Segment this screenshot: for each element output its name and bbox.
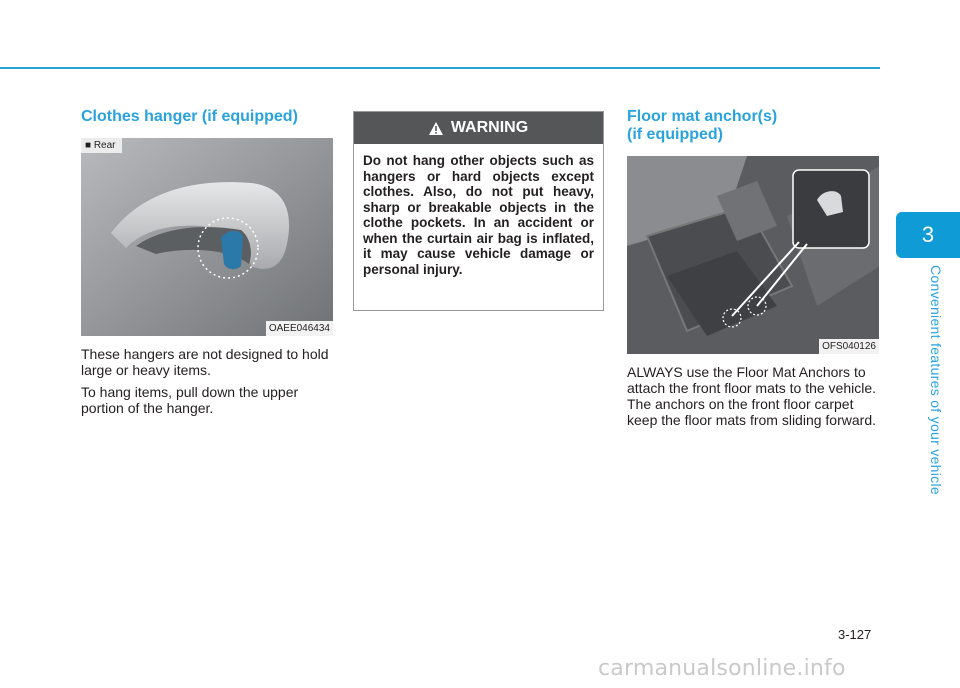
warning-icon: [429, 122, 443, 135]
floor-mat-section: [627, 108, 880, 434]
header-rule: [0, 67, 880, 69]
chapter-title: Convenient features of your vehicle: [928, 265, 944, 495]
warning-header: [354, 112, 603, 144]
chapter-number: 3: [921, 222, 935, 247]
warning-box: [353, 111, 604, 311]
clothes-hanger-illustration: [81, 138, 333, 336]
watermark: carmanualsonline.info: [598, 656, 846, 681]
paragraph: ALWAYS use the Floor Mat Anchors to attach the front floor mats to the vehicle. The anchors on the front floor carpet keep the floor mats from sliding forward.: [627, 364, 877, 428]
floor-mat-illustration: [627, 156, 879, 354]
page-number: 3-127: [838, 627, 872, 642]
rear-tag: ■ Rear: [81, 138, 122, 153]
paragraph: These hangers are not designed to hold large or heavy items.: [81, 346, 329, 378]
clothes-hanger-heading: Clothes hanger (if equipped): [81, 108, 298, 125]
floor-mat-heading-line1: Floor mat anchor(s): [627, 108, 778, 125]
floor-mat-body: [627, 364, 880, 428]
clothes-hanger-body: [81, 346, 333, 416]
floor-mat-heading: [627, 108, 880, 144]
chapter-tab[interactable]: [896, 212, 960, 258]
warning-text: Do not hang other objects such as hangers or hard objects except clothes. Also, do not put heavy, sharp or breakable objects in the clothe pockets. In an accident or when the curtain air bag is inflated, it may cause vehicle damage or personal injury.: [363, 153, 594, 277]
clothes-hanger-section: [81, 108, 333, 422]
warning-title: WARNING: [450, 119, 529, 136]
floor-mat-heading-line2: (if equipped): [627, 126, 723, 143]
clothes-hanger-photo: [81, 138, 333, 336]
paragraph: To hang items, pull down the upper portion of the hanger.: [81, 384, 299, 416]
image-code: OFS040126: [819, 339, 879, 354]
image-code: OAEE046434: [266, 321, 333, 336]
floor-mat-photo: [627, 156, 879, 354]
